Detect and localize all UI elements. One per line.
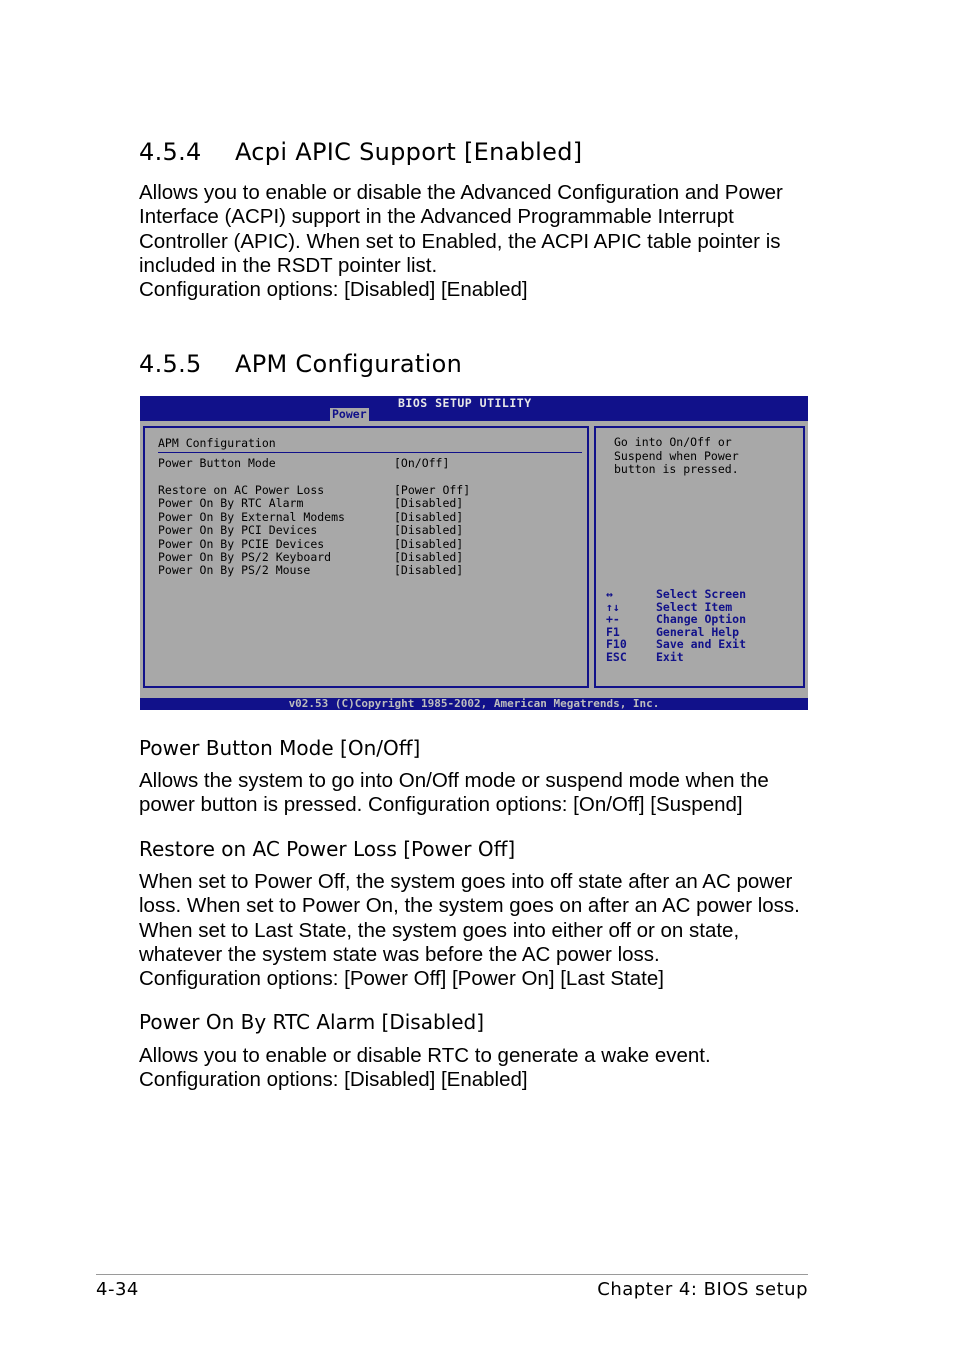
rtc-alarm-description [139, 1044, 819, 1093]
section-heading-apm-configuration [139, 350, 462, 378]
text-line: Configuration options: [Power Off] [Power On] [Last State] [139, 967, 664, 991]
bios-screenshot [140, 396, 808, 710]
key-desc: Change Option [656, 612, 747, 627]
bios-help-text [614, 436, 739, 477]
key-desc: Select Item [656, 599, 733, 614]
text-line: Interface (ACPI) support in the Advanced Programmable Interrupt [139, 205, 734, 229]
bios-title: BIOS SETUP UTILITY [398, 396, 532, 410]
bios-item-label: Power On By PCIE Devices [158, 536, 325, 551]
text-line: Controller (APIC). When set to Enabled, the ACPI APIC table pointer is [139, 229, 781, 253]
arrows-vertical-icon: ↑↓ [606, 599, 620, 614]
key-label: F10 [606, 637, 627, 652]
section-title: Acpi APIC Support [Enabled] [235, 138, 583, 166]
acpi-description [139, 181, 819, 302]
bios-item-label: Power On By PS/2 Mouse [158, 563, 311, 577]
bios-item-value: [Disabled] [394, 523, 464, 537]
bios-item-value: [Disabled] [394, 563, 464, 577]
page-number: 4-34 [96, 1279, 139, 1300]
key-label: +- [606, 612, 620, 627]
key-desc: Save and Exit [656, 637, 747, 652]
subheading-restore-ac-power-loss: Restore on AC Power Loss [Power Off] [139, 837, 516, 861]
help-line: button is pressed. [614, 462, 739, 476]
subheading-rtc-alarm: Power On By RTC Alarm [Disabled] [139, 1010, 485, 1034]
bios-item-label: Power On By RTC Alarm [158, 496, 304, 510]
bios-item-label: Power On By PS/2 Keyboard [158, 550, 332, 564]
bios-title-bar [140, 396, 808, 421]
text-line: loss. When set to Power On, the system goes on after an AC power loss. [139, 894, 800, 918]
section-heading-acpi-apic [139, 138, 582, 166]
bios-section-title: APM Configuration [158, 436, 276, 450]
bios-item-value: [Disabled] [394, 550, 464, 564]
chapter-title: Chapter 4: BIOS setup [597, 1279, 808, 1300]
bios-item-label: Power Button Mode [158, 456, 276, 470]
bios-item-value: [Disabled] [394, 496, 464, 510]
arrows-horizontal-icon: ↔ [606, 587, 613, 601]
text-line: Allows the system to go into On/Off mode or suspend mode when the [139, 769, 769, 792]
power-button-description [139, 769, 819, 818]
bios-help-panel [594, 426, 805, 688]
bios-item-value: [On/Off] [394, 456, 450, 470]
section-number: 4.5.4 [139, 138, 202, 166]
bios-divider [158, 452, 582, 453]
key-desc: Exit [656, 649, 684, 664]
subheading-power-button-mode: Power Button Mode [On/Off] [139, 736, 421, 760]
text-line: Allows you to enable or disable the Advanced Configuration and Power [139, 181, 783, 204]
text-line: included in the RSDT pointer list. [139, 253, 438, 277]
text-line: When set to Last State, the system goes into either off or on state, [139, 918, 740, 942]
bios-item-label: Power On By External Modems [158, 509, 345, 524]
section-number: 4.5.5 [139, 350, 202, 378]
bios-tab-power[interactable]: Power [332, 407, 367, 421]
section-title: APM Configuration [235, 350, 463, 378]
text-line: Allows you to enable or disable RTC to generate a wake event. [139, 1044, 711, 1067]
text-line: When set to Power Off, the system goes into off state after an AC power [139, 870, 793, 893]
bios-settings-panel [143, 426, 589, 688]
bios-copyright-bar: v02.53 (C)Copyright 1985-2002, American Megatrends, Inc. [140, 698, 808, 710]
restore-ac-description [139, 870, 819, 991]
help-line: Go into On/Off or [614, 435, 732, 449]
text-line: whatever the system state was before the AC power loss. [139, 942, 660, 966]
key-label: ESC [606, 649, 627, 664]
bios-item-label: Restore on AC Power Loss [158, 483, 325, 497]
text-line: Configuration options: [Disabled] [Enabled] [139, 1068, 528, 1092]
key-desc: Select Screen [656, 587, 747, 601]
text-line: power button is pressed. Configuration options: [On/Off] [Suspend] [139, 793, 743, 817]
key-desc: General Help [656, 624, 740, 639]
key-label: F1 [606, 624, 620, 639]
footer-rule [96, 1274, 808, 1275]
help-line: Suspend when Power [614, 448, 739, 463]
text-line: Configuration options: [Disabled] [Enabled] [139, 278, 528, 302]
bios-item-value: [Disabled] [394, 509, 464, 524]
bios-item-value: [Power Off] [394, 483, 471, 497]
bios-item-label: Power On By PCI Devices [158, 523, 318, 537]
bios-item-value: [Disabled] [394, 536, 464, 551]
